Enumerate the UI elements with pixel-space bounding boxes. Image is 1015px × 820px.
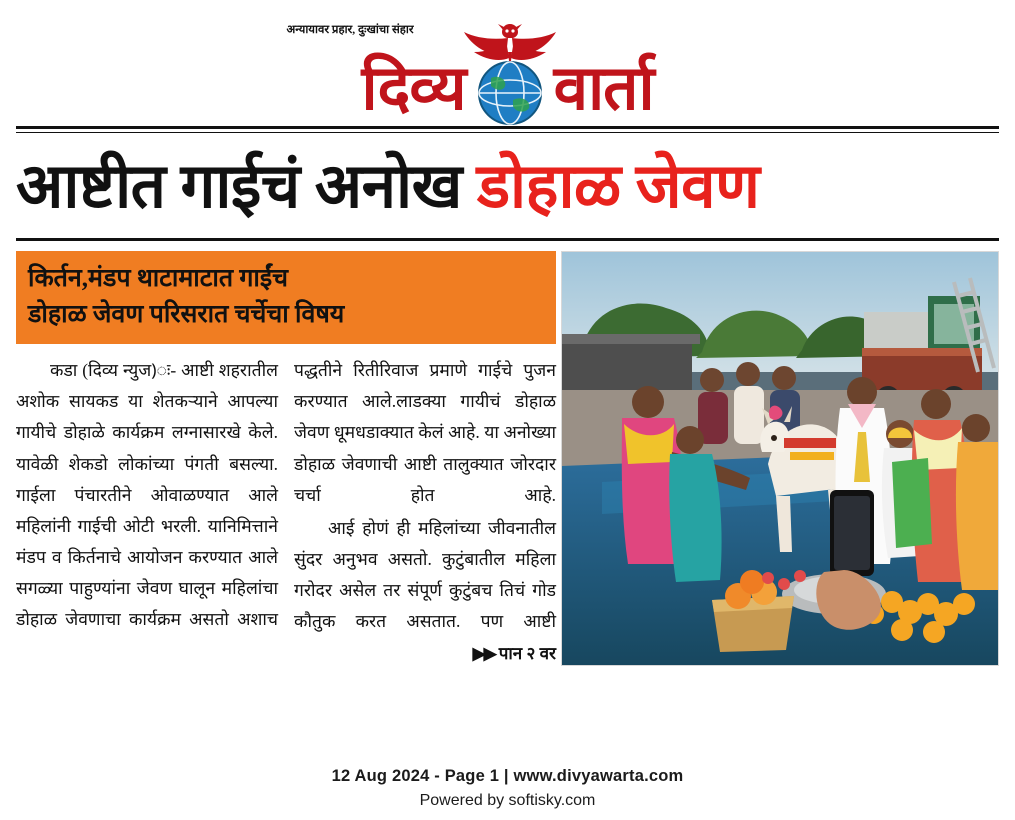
headline-part-red: डोहाळ जेवण	[476, 153, 760, 221]
masthead	[0, 0, 1015, 122]
article-column-1	[16, 355, 278, 670]
headline-part-black: आष्टीत गाईचं अनोख	[16, 153, 462, 221]
masthead-divider-thin	[16, 132, 999, 133]
page-footer	[0, 767, 1015, 810]
article-paragraph: पद्धतीने रितीरिवाज प्रमाणे गाईचे पुजन करण्यात आले.लाडक्या गायीचं डोहाळ जेवण धूमधडाक्यात केलं आहे. या अनोख्या डोहाळ जेवणाची आष्टी तालुक्यात जोरदार चर्चा होत आहे.	[294, 360, 556, 505]
masthead-tagline: अन्यायावर प्रहार, दुःखांचा संहार	[286, 24, 414, 36]
jump-label: पान २ वर	[498, 644, 556, 664]
jump-arrow-icon: ▶▶	[472, 644, 495, 664]
subheadline-line-1: किर्तन,मंडप थाटामाटात गाईंच	[28, 265, 289, 293]
masthead-divider-thick	[16, 126, 999, 129]
article-photo	[561, 251, 999, 666]
headline-divider	[16, 238, 999, 241]
powered-by-brand: softisky.com	[508, 792, 596, 809]
article-body	[16, 251, 999, 671]
article-column-2	[294, 355, 556, 670]
masthead-title-left: दिव्य	[361, 55, 466, 123]
powered-by-prefix: Powered by	[419, 792, 509, 809]
article-jump-line	[294, 639, 556, 669]
footer-powered-by	[0, 792, 1015, 810]
article-subheadline	[16, 251, 556, 344]
footer-date-source: 12 Aug 2024 - Page 1 | www.divyawarta.com	[331, 767, 684, 785]
subheadline-line-2: डोहाळ जेवण परिसरात चर्चेचा विषय	[28, 300, 345, 328]
article-paragraph: कडा (दिव्य न्युज)ः- आष्टी शहरातील अशोक सायकड या शेतक‍ऱ्याने आपल्या गायीचे डोहाळे कार्यक्रम लग्नासारखे केले. यावेळी शेकडो लोकांच्या पंगती बसल्या. गाईला पंचारतीने ओवाळण्यात आले महिलांनी गाईची ओटी भरली. यानिमित्ताने मंडप व किर्तनाचे आयोजन करण्यात आले सगळ्या पाहुण्यांना जेवण घालून महिलांचा डोहाळ जेवणाचा कार्यक्रम असतो अशाच	[16, 360, 278, 630]
masthead-title-right: वार्ता	[553, 55, 654, 123]
globe-icon	[477, 60, 543, 126]
ceremony-photo-illustration	[562, 252, 998, 665]
article-paragraph: आई होणं ही महिलांच्या जीवनातील सुंदर अनुभव असतो. कुटुंबातील महिला गरोदर असेल तर संपूर्ण कुटुंबच तिचं गोड कौतुक करत असतात. पण आष्टी	[294, 517, 556, 632]
article-columns	[16, 355, 556, 670]
masthead-inner	[286, 0, 654, 126]
page-headline	[16, 151, 999, 224]
masthead-emblem	[462, 22, 558, 126]
